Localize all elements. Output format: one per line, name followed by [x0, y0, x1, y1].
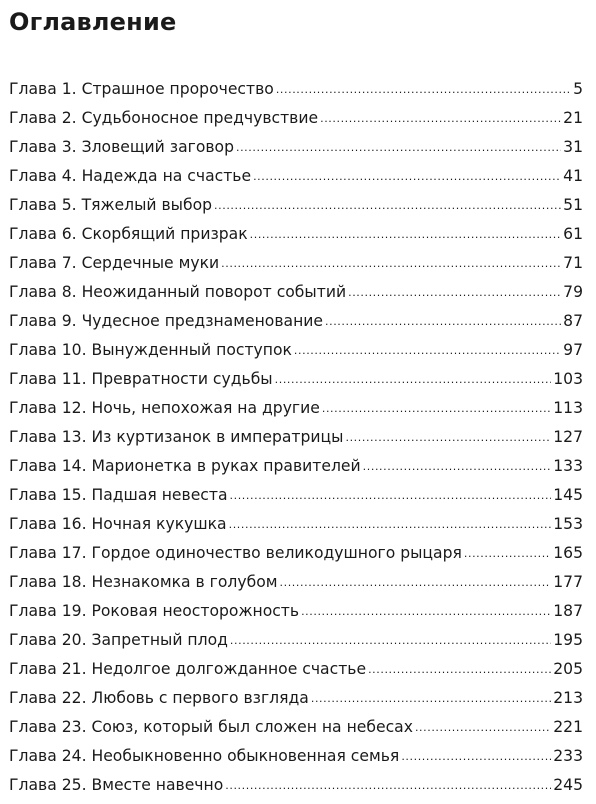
- chapter-title: Глава 13. Из куртизанок в императрицы: [9, 428, 344, 446]
- page-number: 51: [563, 196, 583, 214]
- chapter-title: Глава 2. Судьбоносное предчувствие: [9, 109, 319, 127]
- dot-leader: [320, 104, 561, 133]
- chapter-title: Глава 16. Ночная кукушка: [9, 515, 227, 533]
- page-number: 133: [553, 457, 583, 475]
- chapter-title: Глава 5. Тяжелый выбор: [9, 196, 213, 214]
- toc-entry: [9, 742, 583, 771]
- chapter-title: Глава 12. Ночь, непохожая на другие: [9, 399, 320, 417]
- chapter-title: Глава 17. Гордое одиночество великодушного рыцаря: [9, 544, 462, 562]
- toc-entry: [9, 771, 583, 800]
- chapter-title: Глава 4. Надежда на счастье: [9, 167, 252, 185]
- toc-entry: [9, 249, 583, 278]
- chapter-title: Глава 15. Падшая невеста: [9, 486, 228, 504]
- dot-leader: [345, 423, 551, 452]
- dot-leader: [253, 162, 561, 191]
- toc-entry: [9, 481, 583, 510]
- chapter-title: Глава 19. Роковая неосторожность: [9, 602, 300, 620]
- toc-entry: [9, 365, 583, 394]
- toc-entry: [9, 307, 583, 336]
- dot-leader: [415, 713, 551, 742]
- page-number: 233: [553, 747, 583, 765]
- dot-leader: [221, 249, 561, 278]
- chapter-title: Глава 11. Превратности судьбы: [9, 370, 273, 388]
- chapter-title: Глава 6. Скорбящий призрак: [9, 225, 248, 243]
- page-number: 103: [553, 370, 583, 388]
- toc-entry: [9, 423, 583, 452]
- chapter-title: Глава 9. Чудесное предзнаменование: [9, 312, 323, 330]
- toc-entry: [9, 336, 583, 365]
- dot-leader: [225, 771, 551, 800]
- chapter-title: Глава 25. Вместе навечно: [9, 776, 224, 794]
- page-number: 31: [563, 138, 583, 156]
- toc-entry: [9, 597, 583, 626]
- dot-leader: [401, 742, 551, 771]
- toc-entry: [9, 510, 583, 539]
- toc-entry: [9, 713, 583, 742]
- chapter-title: Глава 7. Сердечные муки: [9, 254, 220, 272]
- dot-leader: [363, 452, 552, 481]
- dot-leader: [275, 365, 552, 394]
- dot-leader: [276, 75, 571, 104]
- toc-entry: [9, 220, 583, 249]
- chapter-title: Глава 14. Марионетка в руках правителей: [9, 457, 361, 475]
- toc-entry: [9, 104, 583, 133]
- page-number: 205: [553, 660, 583, 678]
- dot-leader: [280, 568, 552, 597]
- toc-entry: [9, 75, 583, 104]
- dot-leader: [464, 539, 551, 568]
- dot-leader: [250, 220, 562, 249]
- page-number: 127: [553, 428, 583, 446]
- page-number: 21: [563, 109, 583, 127]
- page-number: 79: [563, 283, 583, 301]
- chapter-title: Глава 3. Зловещий заговор: [9, 138, 234, 156]
- page-number: 97: [563, 341, 583, 359]
- toc-entry: [9, 133, 583, 162]
- chapter-title: Глава 18. Незнакомка в голубом: [9, 573, 278, 591]
- page-number: 71: [563, 254, 583, 272]
- page-number: 195: [553, 631, 583, 649]
- dot-leader: [311, 684, 551, 713]
- page-number: 87: [563, 312, 583, 330]
- chapter-title: Глава 24. Необыкновенно обыкновенная семья: [9, 747, 400, 765]
- toc-list: [9, 75, 583, 800]
- toc-entry: [9, 568, 583, 597]
- chapter-title: Глава 23. Союз, который был сложен на небесах: [9, 718, 413, 736]
- page-number: 113: [553, 399, 583, 417]
- page-number: 61: [563, 225, 583, 243]
- toc-entry: [9, 655, 583, 684]
- dot-leader: [348, 278, 561, 307]
- dot-leader: [230, 481, 552, 510]
- dot-leader: [322, 394, 551, 423]
- page-number: 153: [553, 515, 583, 533]
- toc-entry: [9, 626, 583, 655]
- dot-leader: [368, 655, 551, 684]
- chapter-title: Глава 10. Вынужденный поступок: [9, 341, 292, 359]
- toc-entry: [9, 539, 583, 568]
- page-number: 41: [563, 167, 583, 185]
- dot-leader: [230, 626, 551, 655]
- toc-entry: [9, 191, 583, 220]
- toc-entry: [9, 684, 583, 713]
- page-number: 221: [553, 718, 583, 736]
- page-number: 245: [553, 776, 583, 794]
- dot-leader: [325, 307, 561, 336]
- page-title: Оглавление: [9, 8, 177, 36]
- page-number: 187: [553, 602, 583, 620]
- toc-entry: [9, 452, 583, 481]
- page-number: 177: [553, 573, 583, 591]
- dot-leader: [301, 597, 551, 626]
- dot-leader: [229, 510, 552, 539]
- chapter-title: Глава 8. Неожиданный поворот событий: [9, 283, 347, 301]
- dot-leader: [236, 133, 561, 162]
- chapter-title: Глава 22. Любовь с первого взгляда: [9, 689, 309, 707]
- page-number: 5: [573, 80, 583, 98]
- toc-entry: [9, 162, 583, 191]
- dot-leader: [294, 336, 561, 365]
- page-number: 213: [553, 689, 583, 707]
- dot-leader: [214, 191, 561, 220]
- page-number: 145: [553, 486, 583, 504]
- toc-entry: [9, 394, 583, 423]
- chapter-title: Глава 21. Недолгое долгожданное счастье: [9, 660, 367, 678]
- page-number: 165: [553, 544, 583, 562]
- chapter-title: Глава 1. Страшное пророчество: [9, 80, 274, 98]
- toc-entry: [9, 278, 583, 307]
- chapter-title: Глава 20. Запретный плод: [9, 631, 228, 649]
